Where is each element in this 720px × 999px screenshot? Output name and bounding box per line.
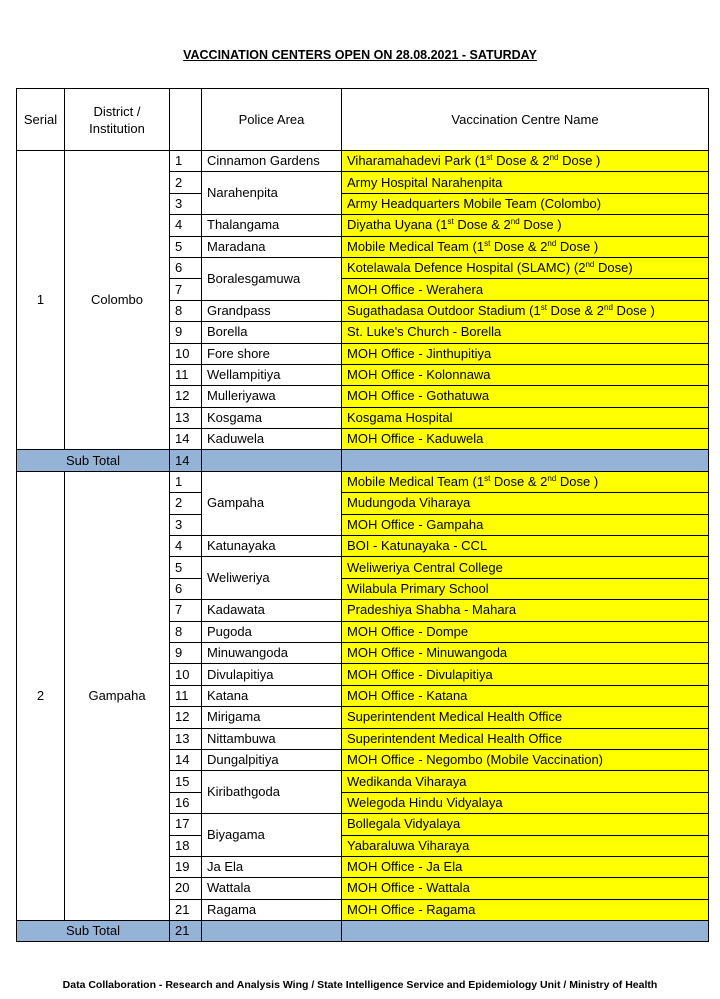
dose-text: Dose ) xyxy=(558,153,601,169)
centre-name: Kotelawala Defence Hospital (SLAMC) xyxy=(347,260,571,276)
centre-cell xyxy=(342,578,709,599)
row-number: 9 xyxy=(170,322,202,343)
centre-name: Mobile Medical Team xyxy=(347,474,469,490)
centre-cell xyxy=(342,814,709,835)
centre-cell xyxy=(342,429,709,450)
dose-note xyxy=(473,474,599,489)
centre-cell xyxy=(342,621,709,642)
centre-cell xyxy=(342,514,709,535)
row-number: 1 xyxy=(170,471,202,492)
centre-cell xyxy=(342,236,709,257)
police-area-cell: Narahenpita xyxy=(202,172,342,215)
police-area-cell: Mirigama xyxy=(202,707,342,728)
centre-name: Yabaraluwa Viharaya xyxy=(347,837,470,853)
row-number: 14 xyxy=(170,429,202,450)
header-centre: Vaccination Centre Name xyxy=(342,89,709,151)
centre-name: MOH Office - Dompe xyxy=(347,623,469,639)
police-area-cell: Kosgama xyxy=(202,407,342,428)
row-number: 2 xyxy=(170,493,202,514)
centre-name: MOH Office - Wattala xyxy=(347,880,470,896)
centre-name: Sugathadasa Outdoor Stadium xyxy=(347,302,526,318)
dose-ordinal: nd xyxy=(547,238,557,248)
district-cell: Gampaha xyxy=(65,471,170,920)
table-row xyxy=(17,151,709,172)
subtotal-empty xyxy=(202,450,342,471)
dose-note xyxy=(529,303,655,318)
dose-note xyxy=(436,217,562,232)
dose-text: Dose ) xyxy=(556,238,599,254)
centre-cell xyxy=(342,835,709,856)
dose-ordinal: nd xyxy=(604,302,613,312)
dose-text: (1 xyxy=(529,302,541,318)
row-number: 14 xyxy=(170,749,202,770)
row-number: 16 xyxy=(170,792,202,813)
dose-text: Dose ) xyxy=(556,474,599,490)
centre-name: Mudungoda Viharaya xyxy=(347,495,471,511)
row-number: 21 xyxy=(170,899,202,920)
dose-ordinal: st xyxy=(447,217,454,227)
centre-cell xyxy=(342,771,709,792)
centre-cell xyxy=(342,707,709,728)
row-number: 20 xyxy=(170,878,202,899)
centre-name: MOH Office - Ja Ela xyxy=(347,859,463,875)
row-number: 4 xyxy=(170,536,202,557)
header-police-area: Police Area xyxy=(202,89,342,151)
row-number: 3 xyxy=(170,193,202,214)
dose-note xyxy=(475,153,601,168)
police-area-cell: Kaduwela xyxy=(202,429,342,450)
centre-cell xyxy=(342,856,709,877)
centre-name: MOH Office - Divulapitiya xyxy=(347,666,493,682)
page-title: VACCINATION CENTERS OPEN ON 28.08.2021 - SATURDAY xyxy=(183,48,537,62)
centre-name: MOH Office - Werahera xyxy=(347,281,484,297)
dose-text: (1 xyxy=(472,238,485,254)
row-number: 5 xyxy=(170,557,202,578)
centre-name: BOI - Katunayaka - CCL xyxy=(347,538,488,554)
centre-cell xyxy=(342,749,709,770)
row-number: 13 xyxy=(170,407,202,428)
row-number: 6 xyxy=(170,257,202,278)
row-number: 8 xyxy=(170,621,202,642)
centre-name: MOH Office - Gothatuwa xyxy=(347,388,490,404)
police-area-cell: Ja Ela xyxy=(202,856,342,877)
subtotal-row xyxy=(17,450,709,471)
row-number: 4 xyxy=(170,215,202,236)
table-row xyxy=(17,471,709,492)
subtotal-label: Sub Total xyxy=(17,450,170,471)
centre-cell xyxy=(342,899,709,920)
dose-note xyxy=(473,239,599,254)
police-area-cell: Minuwangoda xyxy=(202,642,342,663)
centre-cell xyxy=(342,215,709,236)
centre-name: MOH Office - Katana xyxy=(347,687,468,703)
dose-ordinal: nd xyxy=(549,153,559,163)
police-area-cell: Wattala xyxy=(202,878,342,899)
row-number: 3 xyxy=(170,514,202,535)
police-area-cell: Fore shore xyxy=(202,343,342,364)
police-area-cell: Grandpass xyxy=(202,300,342,321)
centre-name: MOH Office - Kolonnawa xyxy=(347,367,491,383)
centre-cell xyxy=(342,536,709,557)
dose-ordinal: nd xyxy=(510,217,520,227)
header-number xyxy=(170,89,202,151)
dose-text: Dose ) xyxy=(519,217,562,233)
dose-text: Dose & 2 xyxy=(546,302,605,318)
police-area-cell: Mulleriyawa xyxy=(202,386,342,407)
police-area-cell: Borella xyxy=(202,322,342,343)
subtotal-empty xyxy=(202,921,342,942)
row-number: 12 xyxy=(170,386,202,407)
centre-name: MOH Office - Jinthupitiya xyxy=(347,345,492,361)
police-area-cell: Wellampitiya xyxy=(202,364,342,385)
dose-text: Dose & 2 xyxy=(490,474,548,490)
centre-cell xyxy=(342,151,709,172)
centre-name: Welegoda Hindu Vidyalaya xyxy=(347,794,503,810)
police-area-cell: Katana xyxy=(202,685,342,706)
row-number: 7 xyxy=(170,279,202,300)
row-number: 8 xyxy=(170,300,202,321)
centre-name: MOH Office - Negombo (Mobile Vaccination) xyxy=(347,752,604,768)
police-area-cell: Kiribathgoda xyxy=(202,771,342,814)
row-number: 9 xyxy=(170,642,202,663)
centre-name: Diyatha Uyana xyxy=(347,217,433,233)
table-body xyxy=(17,151,709,942)
centre-name: MOH Office - Gampaha xyxy=(347,516,484,532)
row-number: 10 xyxy=(170,343,202,364)
police-area-cell: Dungalpitiya xyxy=(202,749,342,770)
police-area-cell: Nittambuwa xyxy=(202,728,342,749)
row-number: 1 xyxy=(170,151,202,172)
centre-cell xyxy=(342,386,709,407)
centre-cell xyxy=(342,193,709,214)
centre-name: Wedikanda Viharaya xyxy=(347,773,467,789)
dose-text: Dose) xyxy=(594,260,633,276)
footer-credit: Data Collaboration - Research and Analysis Wing / State Intelligence Service and Epidemiology Unit / Ministry of Health xyxy=(62,979,658,991)
centre-name: Bollegala Vidyalaya xyxy=(347,816,461,832)
dose-text: Dose ) xyxy=(612,302,655,318)
centre-cell xyxy=(342,557,709,578)
centre-cell xyxy=(342,343,709,364)
police-area-cell: Gampaha xyxy=(202,471,342,535)
dose-text: Dose & 2 xyxy=(453,217,511,233)
centre-name: St. Luke's Church - Borella xyxy=(347,324,502,340)
police-area-cell: Thalangama xyxy=(202,215,342,236)
header-district xyxy=(65,89,170,151)
header-district-line2: Institution xyxy=(89,120,145,136)
header-district-line1: District / xyxy=(93,103,141,119)
police-area-cell: Katunayaka xyxy=(202,536,342,557)
row-number: 11 xyxy=(170,685,202,706)
police-area-cell: Pugoda xyxy=(202,621,342,642)
subtotal-row xyxy=(17,921,709,942)
centre-cell xyxy=(342,257,709,278)
centre-name: MOH Office - Kaduwela xyxy=(347,431,484,447)
centre-cell xyxy=(342,471,709,492)
centre-name: Superintendent Medical Health Office xyxy=(347,730,563,746)
row-number: 11 xyxy=(170,364,202,385)
centre-name: MOH Office - Minuwangoda xyxy=(347,645,508,661)
centre-cell xyxy=(342,493,709,514)
centre-cell xyxy=(342,600,709,621)
police-area-cell: Biyagama xyxy=(202,814,342,857)
police-area-cell: Maradana xyxy=(202,236,342,257)
dose-text: Dose & 2 xyxy=(490,238,548,254)
row-number: 18 xyxy=(170,835,202,856)
serial-cell: 2 xyxy=(17,471,65,920)
row-number: 7 xyxy=(170,600,202,621)
centre-cell xyxy=(342,792,709,813)
subtotal-value: 14 xyxy=(170,450,202,471)
centre-cell xyxy=(342,878,709,899)
row-number: 13 xyxy=(170,728,202,749)
centre-name: MOH Office - Ragama xyxy=(347,901,476,917)
centre-cell xyxy=(342,364,709,385)
police-area-cell: Weliweriya xyxy=(202,557,342,600)
centre-cell xyxy=(342,664,709,685)
dose-ordinal: st xyxy=(484,238,491,248)
police-area-cell: Divulapitiya xyxy=(202,664,342,685)
row-number: 10 xyxy=(170,664,202,685)
row-number: 2 xyxy=(170,172,202,193)
dose-text: (1 xyxy=(472,474,485,490)
centre-cell xyxy=(342,685,709,706)
row-number: 15 xyxy=(170,771,202,792)
subtotal-label: Sub Total xyxy=(17,921,170,942)
centre-name: Mobile Medical Team xyxy=(347,238,469,254)
police-area-cell: Cinnamon Gardens xyxy=(202,151,342,172)
dose-text: Dose & 2 xyxy=(492,153,550,169)
row-number: 5 xyxy=(170,236,202,257)
centre-cell xyxy=(342,279,709,300)
centre-cell xyxy=(342,322,709,343)
dose-ordinal: st xyxy=(484,474,491,484)
row-number: 6 xyxy=(170,578,202,599)
subtotal-empty xyxy=(342,921,709,942)
subtotal-empty xyxy=(342,450,709,471)
row-number: 17 xyxy=(170,814,202,835)
centre-cell xyxy=(342,642,709,663)
dose-ordinal: st xyxy=(540,302,547,312)
centre-name: Pradeshiya Shabha - Mahara xyxy=(347,602,517,618)
district-cell: Colombo xyxy=(65,151,170,450)
vaccination-centers-table xyxy=(16,88,709,942)
centre-name: Wilabula Primary School xyxy=(347,581,489,596)
centre-name: Weliweriya Central College xyxy=(347,559,503,575)
centre-name: Army Headquarters Mobile Team (Colombo) xyxy=(347,195,602,211)
police-area-cell: Boralesgamuwa xyxy=(202,257,342,300)
row-number: 12 xyxy=(170,707,202,728)
police-area-cell: Kadawata xyxy=(202,600,342,621)
centre-name: Viharamahadevi Park xyxy=(347,153,472,169)
header-serial: Serial xyxy=(17,89,65,151)
police-area-cell: Ragama xyxy=(202,899,342,920)
dose-text: (2 xyxy=(573,260,586,276)
centre-name: Kosgama Hospital xyxy=(347,409,453,425)
dose-note xyxy=(574,260,633,275)
dose-ordinal: nd xyxy=(585,260,595,270)
centre-cell xyxy=(342,300,709,321)
row-number: 19 xyxy=(170,856,202,877)
centre-name: Army Hospital Narahenpita xyxy=(347,174,503,190)
dose-text: (1 xyxy=(435,217,448,233)
centre-cell xyxy=(342,172,709,193)
dose-text: (1 xyxy=(474,153,487,169)
centre-name: Superintendent Medical Health Office xyxy=(347,709,563,725)
subtotal-value: 21 xyxy=(170,921,202,942)
serial-cell: 1 xyxy=(17,151,65,450)
dose-ordinal: st xyxy=(486,153,493,163)
table-header-row xyxy=(17,89,709,151)
centre-cell xyxy=(342,407,709,428)
dose-ordinal: nd xyxy=(547,474,557,484)
centre-cell xyxy=(342,728,709,749)
